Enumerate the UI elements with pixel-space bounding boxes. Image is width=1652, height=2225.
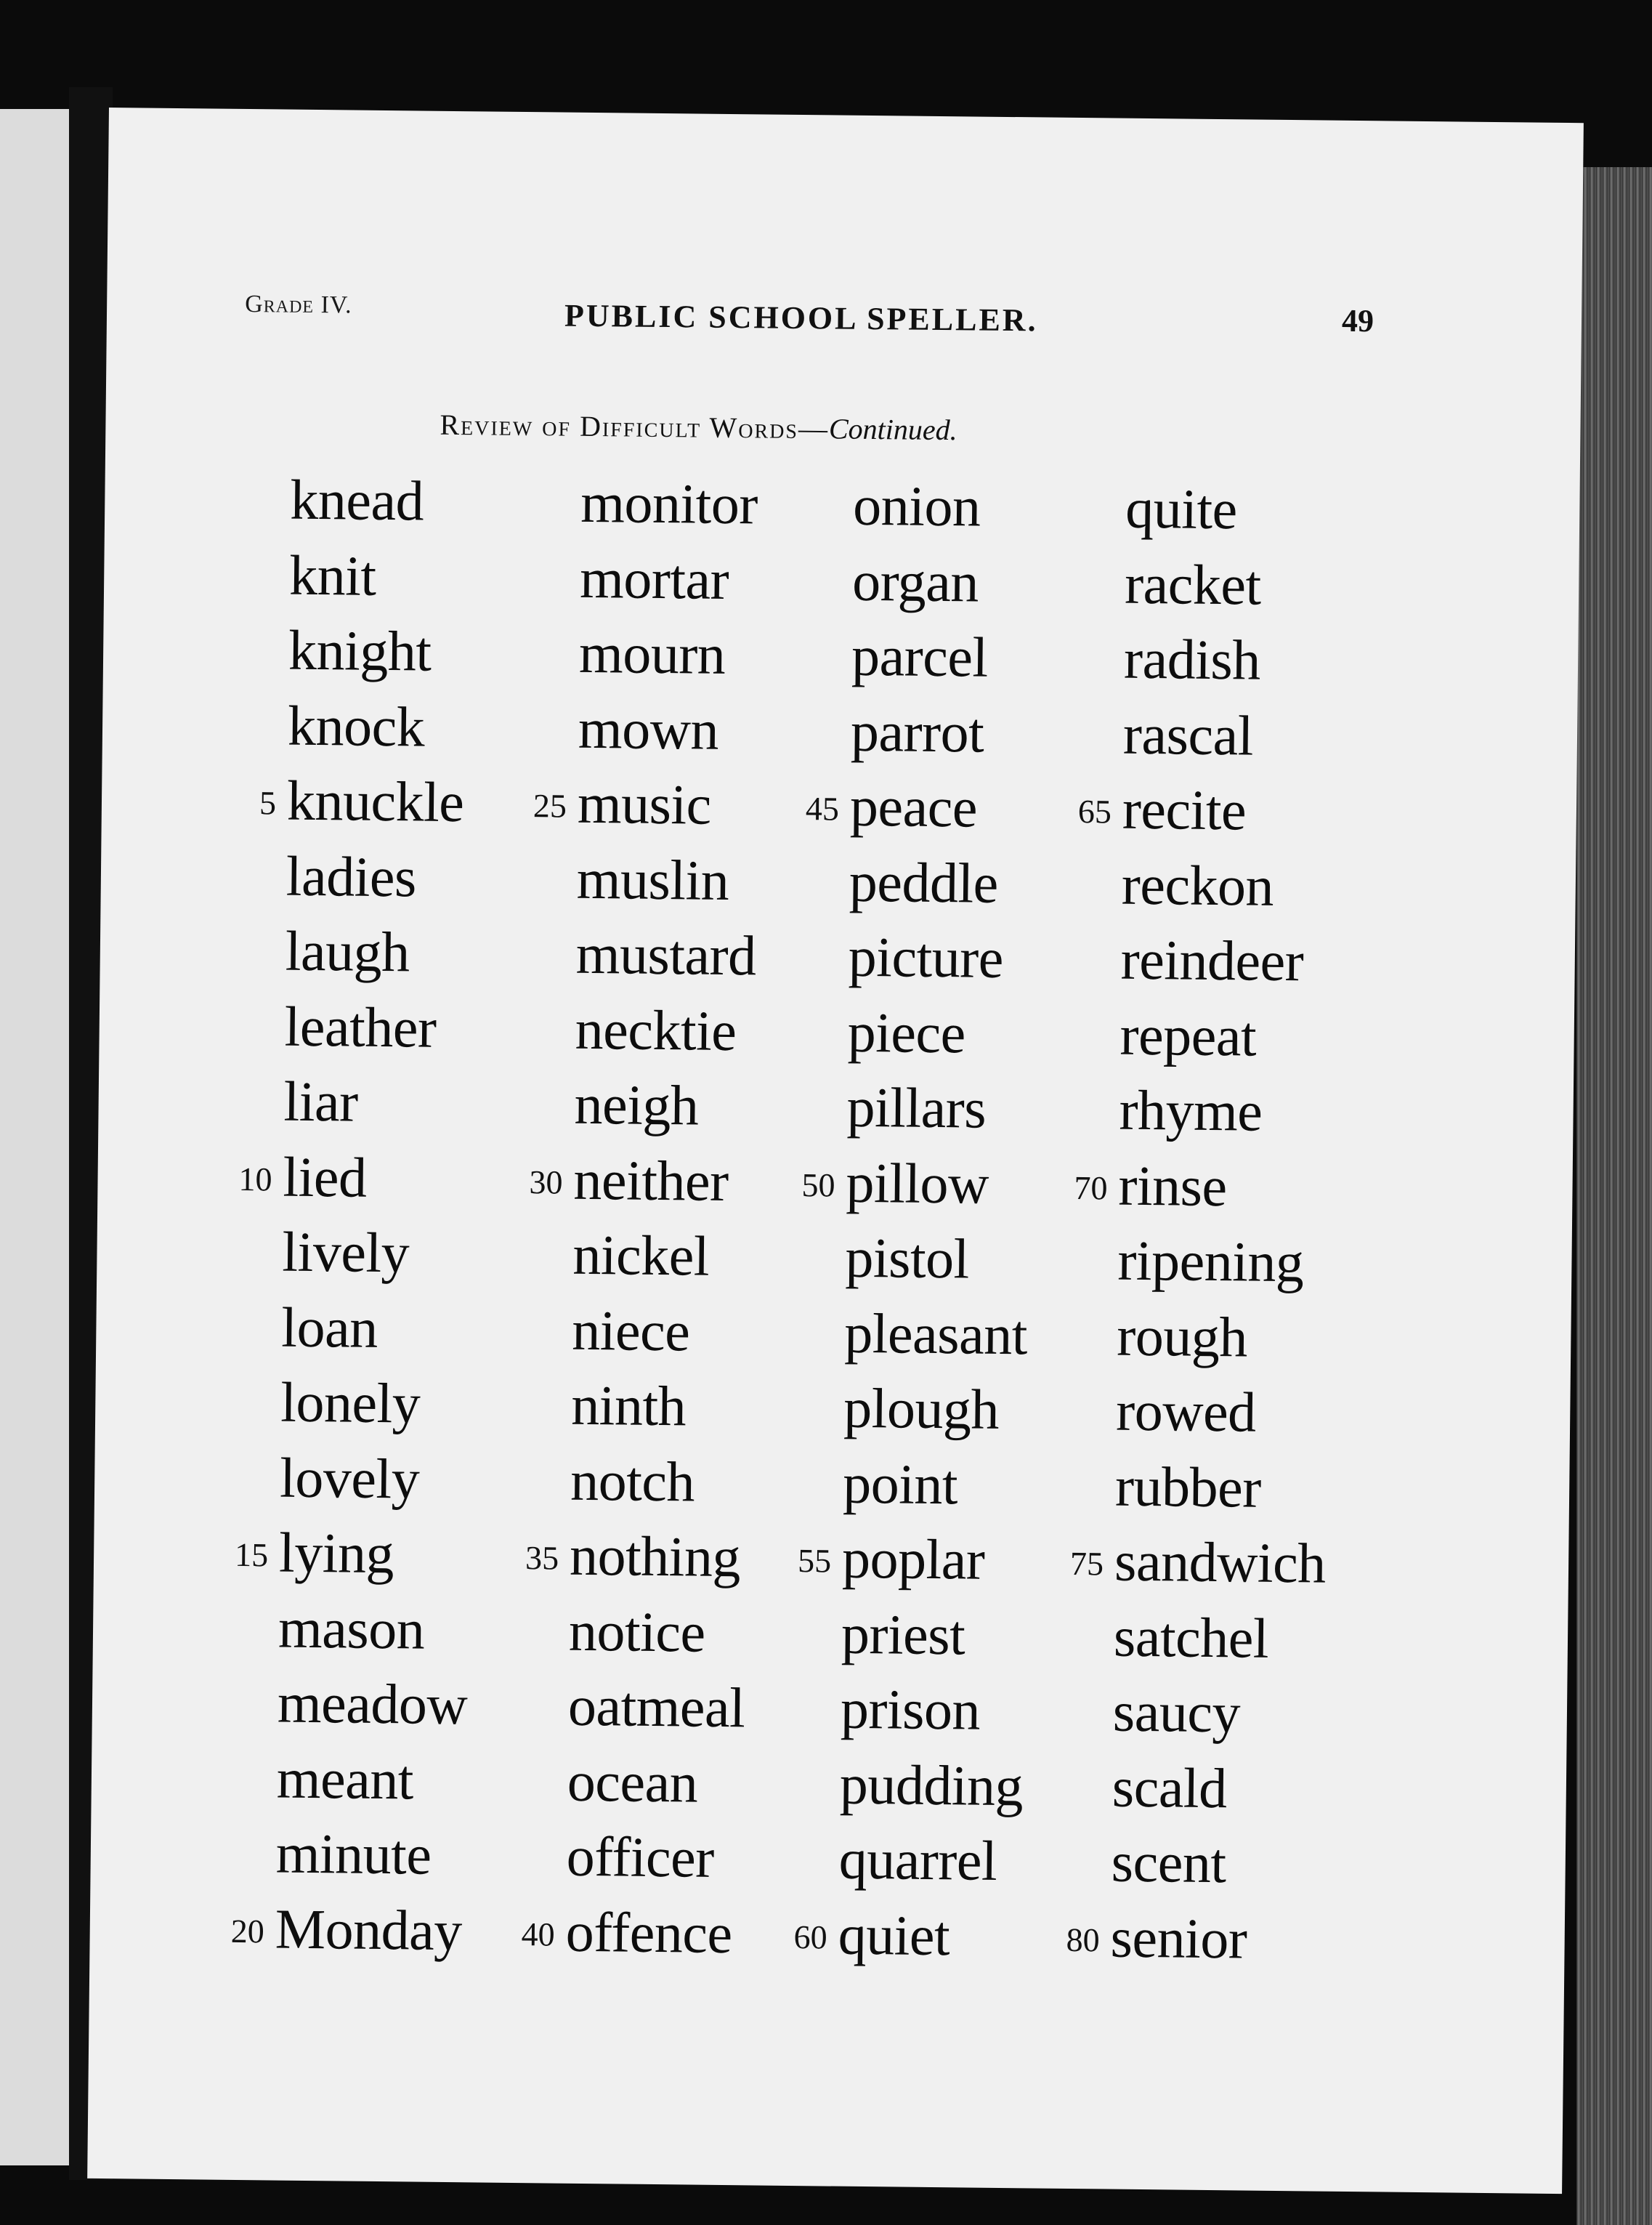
book-title: PUBLIC SCHOOL SPELLER.: [564, 297, 1038, 339]
word-row: [576, 846, 853, 924]
word-row: [278, 1595, 554, 1673]
spelling-word: lovely: [279, 1445, 420, 1511]
spelling-word: ninth: [570, 1373, 687, 1438]
word-row: [575, 996, 851, 1074]
word-row: [288, 618, 565, 695]
word-row: [290, 467, 567, 545]
word-column-2: [521, 470, 857, 1977]
spelling-word: mown: [578, 696, 719, 762]
word-column-4: [1066, 476, 1402, 1983]
spelling-word: pleasant: [843, 1301, 1028, 1366]
spelling-word: neither: [573, 1147, 729, 1213]
word-row: [1111, 1830, 1388, 1907]
page: [87, 108, 1584, 2194]
spelling-word: mourn: [578, 621, 726, 686]
word-row: [286, 843, 562, 921]
spelling-word: poplar: [841, 1526, 985, 1591]
spelling-word: muslin: [576, 847, 729, 912]
word-row: [1117, 1228, 1394, 1306]
spelling-word: ladies: [286, 844, 417, 908]
word-row: [566, 1824, 843, 1902]
line-number: 65: [1077, 793, 1112, 831]
spelling-word: lying: [278, 1520, 394, 1586]
line-number: [214, 482, 280, 483]
spelling-word: knit: [288, 543, 377, 607]
spelling-word: nickel: [572, 1222, 710, 1288]
word-row: [289, 542, 566, 620]
word-row: [1117, 1303, 1393, 1381]
word-row: [1122, 701, 1399, 779]
word-row: [846, 1075, 1123, 1152]
line-number: 80: [1066, 1921, 1100, 1958]
spelling-word: meadow: [277, 1671, 468, 1737]
line-number: 50: [801, 1166, 835, 1204]
spelling-word: monitor: [580, 470, 758, 536]
word-row: [1077, 777, 1398, 855]
spelling-word: recite: [1122, 777, 1247, 842]
word-row: [1069, 1529, 1391, 1607]
word-row: [571, 1373, 848, 1450]
spelling-word: pillars: [846, 1075, 987, 1140]
page-number: 49: [1341, 302, 1374, 339]
spelling-word: oatmeal: [567, 1673, 745, 1740]
line-number: [205, 1384, 270, 1385]
spelling-word: mustard: [575, 921, 757, 988]
word-row: [570, 1447, 847, 1525]
line-number: 45: [805, 790, 840, 828]
spelling-word: prison: [840, 1676, 981, 1742]
spelling-word: quiet: [838, 1902, 950, 1967]
word-row: [848, 924, 1125, 1002]
word-row: [282, 1219, 559, 1297]
spelling-word: nothing: [569, 1523, 741, 1589]
word-row: [580, 545, 857, 623]
spelling-word: reindeer: [1120, 927, 1304, 993]
page-stack-edge: [1576, 167, 1652, 2225]
spelling-word: peace: [849, 774, 978, 839]
line-number: 20: [230, 1912, 265, 1950]
word-row: [839, 1751, 1116, 1829]
word-row: [1112, 1679, 1389, 1757]
spelling-word: mason: [278, 1596, 425, 1661]
word-row: [1115, 1453, 1392, 1531]
word-row: [283, 1069, 560, 1147]
spelling-word: neigh: [574, 1072, 699, 1137]
word-row: [1112, 1754, 1388, 1832]
spelling-word: racket: [1124, 552, 1262, 617]
word-row: [287, 692, 564, 770]
running-head: [107, 289, 1582, 363]
word-row: [275, 1821, 552, 1899]
line-number: [208, 1083, 273, 1084]
word-row: [277, 1671, 554, 1748]
spelling-word: niece: [571, 1298, 690, 1362]
line-number: 10: [238, 1160, 272, 1198]
word-row: [847, 999, 1124, 1077]
spelling-word: knead: [289, 467, 424, 533]
word-row: [843, 1376, 1120, 1453]
word-row: [853, 473, 1130, 551]
word-row: [1119, 1078, 1396, 1155]
spelling-word: notch: [570, 1448, 695, 1514]
word-row: [1116, 1378, 1393, 1456]
spelling-word: lied: [283, 1144, 368, 1209]
spelling-word: point: [842, 1451, 958, 1516]
spelling-word: rascal: [1122, 702, 1254, 767]
word-row: [572, 1297, 849, 1375]
word-row: [1066, 1905, 1387, 1982]
line-number: 75: [1069, 1544, 1104, 1583]
spelling-word: pistol: [845, 1225, 970, 1291]
word-row: [285, 918, 562, 996]
word-row: [578, 695, 854, 773]
line-number: [201, 1685, 267, 1686]
word-row: [850, 698, 1127, 776]
word-row: [574, 1072, 851, 1150]
word-column-1: [230, 467, 567, 1974]
word-row: [852, 548, 1129, 626]
spelling-word: organ: [851, 549, 979, 614]
spelling-word: sandwich: [1114, 1529, 1327, 1595]
line-number: [214, 557, 279, 558]
spelling-word: priest: [841, 1602, 965, 1666]
word-row: [580, 470, 857, 548]
spelling-word: knight: [288, 618, 432, 683]
spelling-word: officer: [566, 1824, 715, 1889]
line-number: 55: [797, 1542, 832, 1580]
line-number: 30: [529, 1163, 563, 1201]
word-row: [849, 849, 1125, 926]
spelling-word: ocean: [567, 1749, 698, 1814]
line-number: 25: [533, 787, 567, 825]
word-column-3: [793, 473, 1130, 1980]
word-row: [280, 1445, 556, 1522]
spelling-word: offence: [565, 1899, 733, 1965]
spelling-word: senior: [1110, 1905, 1247, 1971]
spelling-word: saucy: [1112, 1679, 1241, 1745]
spelling-word: repeat: [1119, 1003, 1257, 1068]
spelling-word: rowed: [1115, 1378, 1257, 1444]
word-row: [276, 1745, 553, 1823]
spelling-word: meant: [276, 1746, 414, 1812]
line-number: 15: [234, 1535, 269, 1574]
word-row: [281, 1294, 558, 1372]
word-row: [579, 621, 856, 698]
spelling-word: peddle: [849, 849, 999, 915]
spelling-word: music: [577, 771, 712, 836]
word-row: [1119, 1002, 1396, 1080]
word-row: [572, 1222, 849, 1300]
line-number: [202, 1610, 267, 1611]
word-row: [1121, 852, 1398, 929]
word-row: [284, 993, 561, 1071]
word-row: [575, 921, 852, 999]
word-row: [1113, 1604, 1390, 1681]
facing-page-edge: [0, 109, 76, 2165]
spelling-word: Monday: [275, 1897, 463, 1962]
word-row: [568, 1598, 845, 1676]
section-heading-main: Review of Difficult Words—: [440, 408, 830, 445]
word-row: [843, 1450, 1119, 1528]
spelling-word: satchel: [1113, 1604, 1269, 1670]
word-row: [838, 1827, 1115, 1905]
spelling-word: reckon: [1121, 852, 1274, 918]
line-number: 40: [521, 1915, 555, 1953]
line-number: 70: [1074, 1168, 1108, 1206]
spelling-word: picture: [848, 924, 1004, 990]
line-number: 60: [793, 1918, 827, 1955]
section-heading: [440, 408, 1239, 451]
section-heading-continued: Continued.: [828, 412, 957, 447]
spelling-word: knuckle: [286, 768, 464, 834]
word-row: [567, 1673, 844, 1751]
line-number: [206, 1234, 272, 1235]
spelling-word: scald: [1112, 1755, 1228, 1820]
spelling-word: parrot: [850, 699, 984, 764]
spelling-word: laugh: [285, 918, 410, 984]
spelling-word: parcel: [851, 623, 989, 689]
spelling-word: notice: [568, 1599, 706, 1664]
spelling-word: rough: [1116, 1304, 1248, 1368]
word-row: [1124, 626, 1401, 704]
spelling-word: lonely: [280, 1370, 421, 1435]
spelling-word: pillow: [846, 1150, 989, 1216]
spelling-word: piece: [847, 1000, 966, 1065]
word-row: [845, 1225, 1122, 1303]
line-number: 35: [525, 1539, 559, 1577]
spelling-word: leather: [284, 994, 437, 1059]
line-number: [212, 633, 278, 634]
word-row: [851, 623, 1128, 701]
spelling-word: rinse: [1118, 1153, 1228, 1218]
spelling-word: rubber: [1114, 1454, 1262, 1519]
spelling-word: liar: [283, 1069, 359, 1134]
word-row: [1125, 551, 1401, 629]
line-number: 5: [259, 784, 277, 822]
spelling-word: loan: [280, 1295, 378, 1360]
spelling-word: rhyme: [1119, 1078, 1263, 1143]
spelling-word: mortar: [579, 546, 729, 611]
spelling-word: scent: [1111, 1830, 1227, 1895]
spelling-word: minute: [275, 1821, 432, 1886]
spelling-word: radish: [1123, 626, 1261, 692]
word-row: [1074, 1152, 1395, 1230]
word-row: [840, 1676, 1117, 1754]
line-number: [206, 1309, 271, 1310]
spelling-word: quarrel: [838, 1827, 997, 1892]
spelling-word: onion: [852, 473, 981, 538]
spelling-word: necktie: [575, 997, 737, 1062]
word-row: [280, 1370, 557, 1447]
word-row: [841, 1601, 1117, 1679]
grade-label: Grade IV.: [244, 290, 352, 319]
spelling-word: quite: [1125, 476, 1238, 541]
spelling-word: plough: [843, 1376, 1000, 1441]
word-row: [1120, 927, 1397, 1005]
word-row: [567, 1748, 843, 1826]
word-columns: [105, 465, 1580, 1971]
line-number: [210, 858, 275, 859]
spelling-word: lively: [282, 1219, 410, 1285]
spelling-word: knock: [287, 693, 425, 759]
word-row: [844, 1300, 1121, 1378]
spelling-word: pudding: [839, 1752, 1024, 1817]
word-row: [1125, 476, 1402, 554]
line-number: [204, 1460, 270, 1461]
spelling-word: ripening: [1117, 1228, 1304, 1294]
